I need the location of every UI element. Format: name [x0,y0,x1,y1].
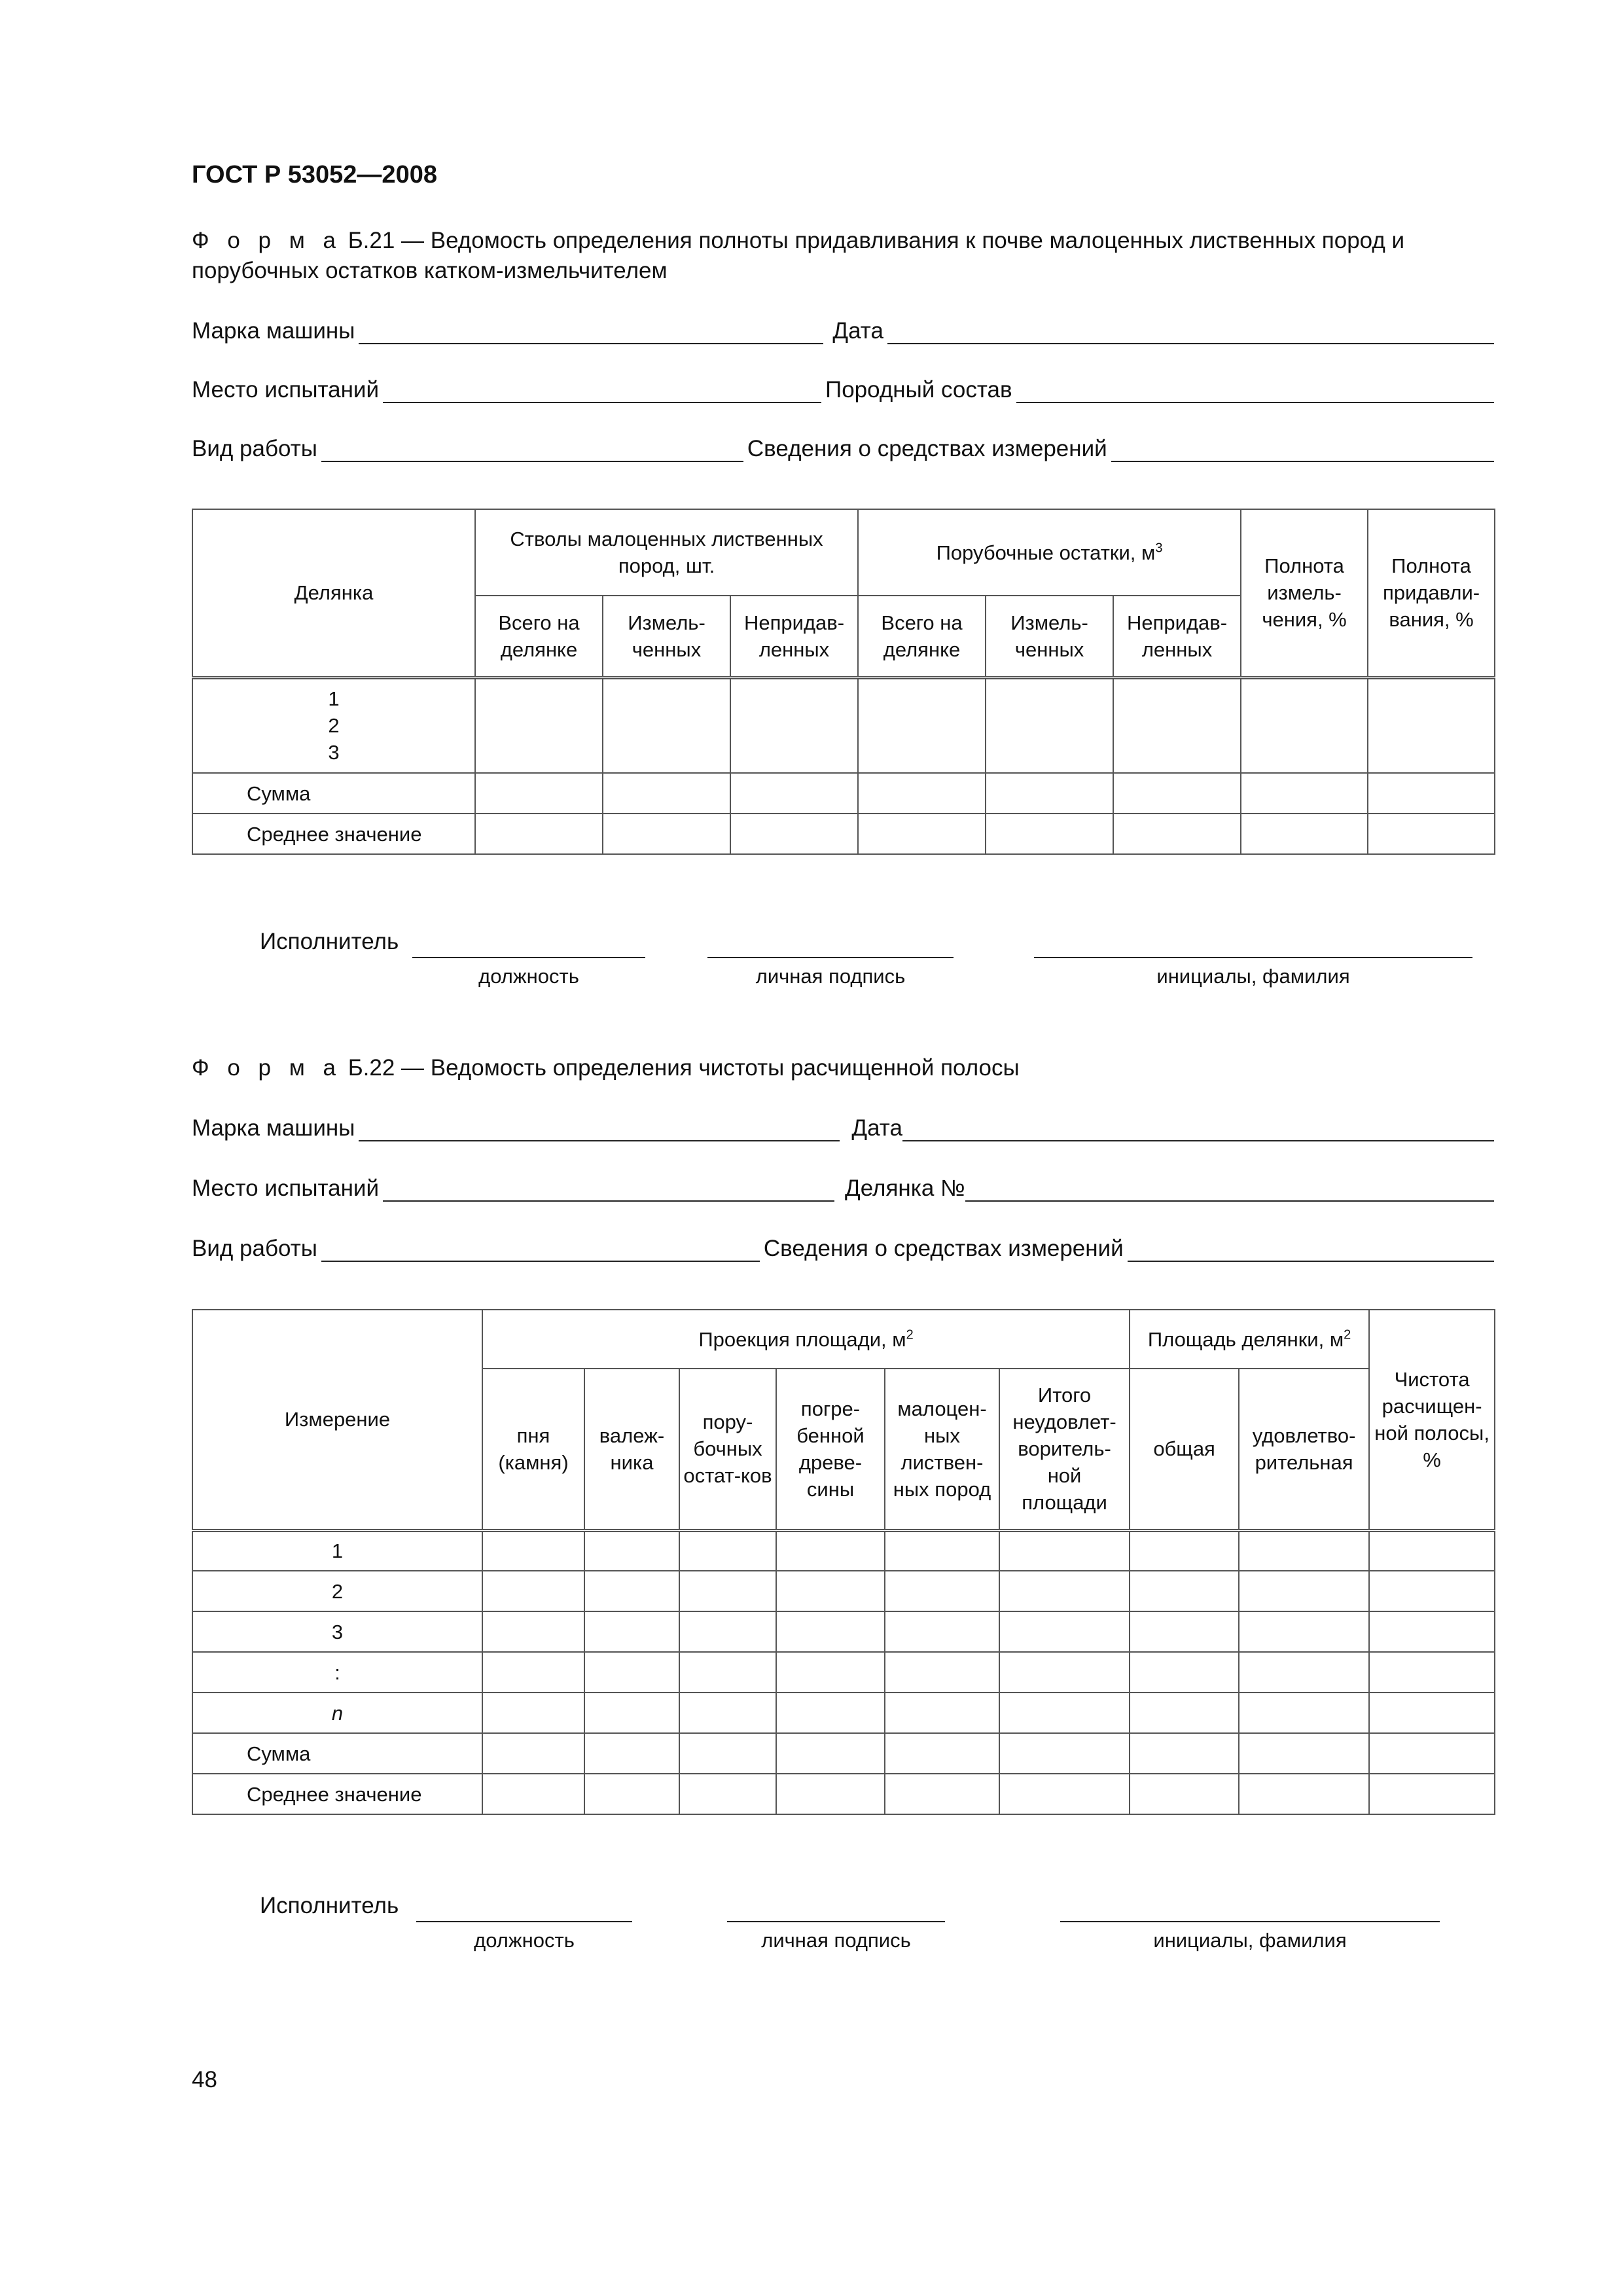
form-21-row-place-composition [192,373,1494,403]
row-label: 2 [328,714,340,738]
header-residues-text: Порубочные остатки, м [936,541,1156,564]
table-cell[interactable] [1130,1693,1239,1733]
form-22-signature-hint: личная подпись [761,1929,911,1952]
place-field[interactable] [383,1178,834,1202]
date-label: Дата [851,1115,902,1141]
work-field[interactable] [321,439,743,462]
table-cell[interactable] [584,1774,679,1814]
machine-field[interactable] [359,321,823,344]
form-22-row-machine-date [192,1111,1494,1141]
table-cell[interactable] [1113,677,1241,773]
table-cell[interactable] [1368,677,1495,773]
form-21-position-line[interactable] [412,957,645,958]
table-row [192,677,1495,773]
table-cell[interactable] [1368,814,1495,854]
table-cell[interactable] [776,1611,885,1652]
form-22-position-line[interactable] [416,1921,632,1922]
table-cell[interactable] [776,1774,885,1814]
instruments-field[interactable] [1111,439,1494,462]
form-22-caption-prefix: Ф о р м а [192,1055,342,1081]
table-cell[interactable] [1239,1693,1369,1733]
table-cell[interactable] [1239,1611,1369,1652]
table-cell[interactable] [1130,1733,1239,1774]
table-cell[interactable] [584,1652,679,1693]
form-21-caption-text: Б.21 — Ведомость определения полноты придавливания к почве малоценных лиственных пород и порубочных остатков катком-измельчителем [192,228,1405,283]
form-22-row-place-plot [192,1172,1494,1202]
table-row [192,1611,1495,1652]
table-cell[interactable] [1239,1774,1369,1814]
sub-satisfactory: удовлетво-рительная [1239,1369,1369,1530]
row-sum-label: Сумма [192,773,475,814]
form-21-caption-prefix: Ф о р м а [192,228,342,253]
row-label: 1 [328,687,340,711]
row-label: : [192,1652,482,1693]
work-label: Вид работы [192,436,317,461]
table-row [192,814,1495,854]
table-cell[interactable] [482,1571,584,1611]
place-field[interactable] [383,380,821,403]
table-cell[interactable] [1369,1693,1495,1733]
table-cell[interactable] [679,1530,776,1571]
table-cell[interactable] [999,1693,1130,1733]
sub-lowvalue: малоцен-ных листвен-ных пород [885,1369,999,1530]
table-cell[interactable] [1368,773,1495,814]
table-cell[interactable] [858,677,986,773]
table-cell[interactable] [679,1652,776,1693]
composition-field[interactable] [1016,380,1494,403]
machine-label: Марка машины [192,318,355,344]
header-projection-sup: 2 [906,1327,914,1342]
table-cell[interactable] [776,1693,885,1733]
sub-residues-crushed: Измель-ченных [986,596,1113,677]
table-cell[interactable] [1130,1652,1239,1693]
sub-trunks-total: Всего на делянке [475,596,603,677]
header-crush-pct: Полнота измель-чения, % [1241,509,1368,677]
table-cell[interactable] [999,1774,1130,1814]
table-cell[interactable] [1239,1530,1369,1571]
form-22-signature-line[interactable] [727,1921,945,1922]
table-cell[interactable] [986,814,1113,854]
table-cell[interactable] [679,1611,776,1652]
form-22-name-line[interactable] [1060,1921,1440,1922]
table-cell[interactable] [1369,1571,1495,1611]
table-row [192,1652,1495,1693]
row-label: 3 [328,741,340,764]
form-21-signature-line[interactable] [707,957,954,958]
table-cell[interactable] [730,677,858,773]
table-cell[interactable] [1369,1611,1495,1652]
date-field[interactable] [887,321,1494,344]
row-label: n [192,1693,482,1733]
form-21-row-work-instruments [192,432,1494,462]
form-21-executor-label: Исполнитель [260,929,399,954]
table-cell[interactable] [1239,1652,1369,1693]
plot-no-label: Делянка № [845,1175,965,1201]
table-cell[interactable] [584,1530,679,1571]
table-cell[interactable] [482,1733,584,1774]
table-cell[interactable] [603,677,730,773]
form-21-signature-hint: личная подпись [755,965,906,988]
row-label: 2 [192,1571,482,1611]
table-cell[interactable] [1369,1530,1495,1571]
sub-total-line: Итого [1037,1384,1092,1407]
table-cell[interactable] [986,677,1113,773]
sub-total-unsatisfactory [999,1369,1130,1530]
table-cell[interactable] [1113,773,1241,814]
table-cell[interactable] [885,1571,999,1611]
form-22-caption-text: Б.22 — Ведомость определения чистоты расчищенной полосы [341,1055,1020,1081]
sub-buried: погре-бенной древе-сины [776,1369,885,1530]
table-cell[interactable] [1239,1733,1369,1774]
table-row [192,1774,1495,1814]
form-22-caption [192,1053,1494,1083]
table-cell[interactable] [885,1611,999,1652]
table-cell[interactable] [475,814,603,854]
table-cell[interactable] [885,1774,999,1814]
table-cell[interactable] [858,773,986,814]
form-21-row-machine-date [192,314,1494,344]
sub-residues-not-pressed: Непридав-ленных [1113,596,1241,677]
document-title: ГОСТ Р 53052—2008 [192,161,437,188]
table-cell[interactable] [776,1571,885,1611]
form-22-position-hint: должность [474,1929,575,1952]
table-cell[interactable] [885,1652,999,1693]
page-number: 48 [192,2067,217,2092]
table-cell[interactable] [679,1733,776,1774]
table-cell[interactable] [1130,1611,1239,1652]
table-cell[interactable] [776,1733,885,1774]
table-cell[interactable] [730,773,858,814]
table-cell[interactable] [482,1774,584,1814]
composition-label: Породный состав [825,377,1012,403]
sub-total-line: неудовлет- [1012,1410,1116,1434]
table-cell[interactable] [1369,1733,1495,1774]
place-label: Место испытаний [192,377,380,403]
table-row [192,1733,1495,1774]
form-22-table [192,1309,1495,1815]
sub-deadwood: валеж-ника [584,1369,679,1530]
table-cell[interactable] [885,1693,999,1733]
row-label: 1 [192,1530,482,1571]
table-cell[interactable] [858,814,986,854]
table-cell[interactable] [482,1530,584,1571]
table-cell[interactable] [999,1652,1130,1693]
row-label: 3 [192,1611,482,1652]
header-press-pct: Полнота придавли-вания, % [1368,509,1495,677]
table-cell[interactable] [1369,1652,1495,1693]
table-cell[interactable] [679,1774,776,1814]
header-projection [482,1310,1130,1369]
table-cell[interactable] [482,1652,584,1693]
work-field[interactable] [321,1238,760,1262]
row-label: Среднее значение [192,1774,482,1814]
sub-residues: пору-бочных остат-ков [679,1369,776,1530]
form-21-name-line[interactable] [1034,957,1472,958]
table-cell[interactable] [1113,814,1241,854]
instruments-label: Сведения о средствах измерений [747,436,1107,461]
machine-label: Марка машины [192,1115,355,1141]
table-cell[interactable] [1130,1530,1239,1571]
header-cleanliness: Чистота расчищен-ной полосы, % [1369,1310,1495,1530]
table-cell[interactable] [584,1693,679,1733]
form-22-executor-label: Исполнитель [260,1893,399,1918]
table-cell[interactable] [730,814,858,854]
table-cell[interactable] [999,1571,1130,1611]
table-cell[interactable] [584,1571,679,1611]
date-label: Дата [832,318,883,344]
table-cell[interactable] [1369,1774,1495,1814]
table-row [192,1571,1495,1611]
row-numbers [192,677,475,773]
table-cell[interactable] [475,677,603,773]
sub-stump: пня (камня) [482,1369,584,1530]
table-cell[interactable] [1241,814,1368,854]
table-cell[interactable] [603,814,730,854]
form-22-name-hint: инициалы, фамилия [1153,1929,1347,1952]
header-plot-area-text: Площадь делянки, м [1147,1327,1344,1351]
table-row [192,1693,1495,1733]
row-label: Сумма [192,1733,482,1774]
table-cell[interactable] [885,1733,999,1774]
table-row [192,1530,1495,1571]
sub-residues-total: Всего на делянке [858,596,986,677]
header-projection-text: Проекция площади, м [698,1327,906,1351]
date-field[interactable] [902,1118,1494,1141]
sub-total-line: воритель- [1018,1437,1111,1461]
table-cell[interactable] [1130,1774,1239,1814]
sub-general: общая [1130,1369,1239,1530]
header-plot-area-sup: 2 [1344,1327,1351,1342]
instruments-label: Сведения о средствах измерений [763,1236,1124,1261]
sub-trunks-not-pressed: Непридав-ленных [730,596,858,677]
table-cell[interactable] [584,1611,679,1652]
instruments-field[interactable] [1128,1238,1494,1262]
table-cell[interactable] [584,1733,679,1774]
header-plot-area [1130,1310,1369,1369]
table-cell[interactable] [1241,677,1368,773]
sub-total-line: площади [1022,1491,1107,1515]
header-trunks: Стволы малоценных лиственных пород, шт. [475,509,858,596]
sub-trunks-crushed: Измель-ченных [603,596,730,677]
table-row [192,773,1495,814]
form-21-table [192,509,1495,855]
table-cell[interactable] [776,1530,885,1571]
header-plot: Делянка [192,509,475,677]
table-cell[interactable] [482,1611,584,1652]
table-cell[interactable] [999,1530,1130,1571]
table-cell[interactable] [999,1733,1130,1774]
header-residues-sup: 3 [1155,541,1163,556]
form-22-row-work-instruments [192,1232,1494,1262]
table-cell[interactable] [603,773,730,814]
form-21-caption [192,226,1494,286]
place-label: Место испытаний [192,1175,380,1201]
table-cell[interactable] [679,1571,776,1611]
table-cell[interactable] [482,1693,584,1733]
row-mean-label: Среднее значение [192,814,475,854]
table-cell[interactable] [1239,1571,1369,1611]
table-cell[interactable] [1130,1571,1239,1611]
table-cell[interactable] [1241,773,1368,814]
form-21-position-hint: должность [478,965,579,988]
header-measure: Измерение [192,1310,482,1530]
work-label: Вид работы [192,1236,317,1261]
table-cell[interactable] [986,773,1113,814]
table-cell[interactable] [776,1652,885,1693]
header-residues [858,509,1241,596]
table-cell[interactable] [885,1530,999,1571]
sub-total-line: ной [1047,1464,1082,1488]
table-cell[interactable] [475,773,603,814]
plot-no-field[interactable] [965,1178,1494,1202]
form-21-name-hint: инициалы, фамилия [1156,965,1350,988]
table-cell[interactable] [999,1611,1130,1652]
table-cell[interactable] [679,1693,776,1733]
machine-field[interactable] [359,1118,840,1141]
